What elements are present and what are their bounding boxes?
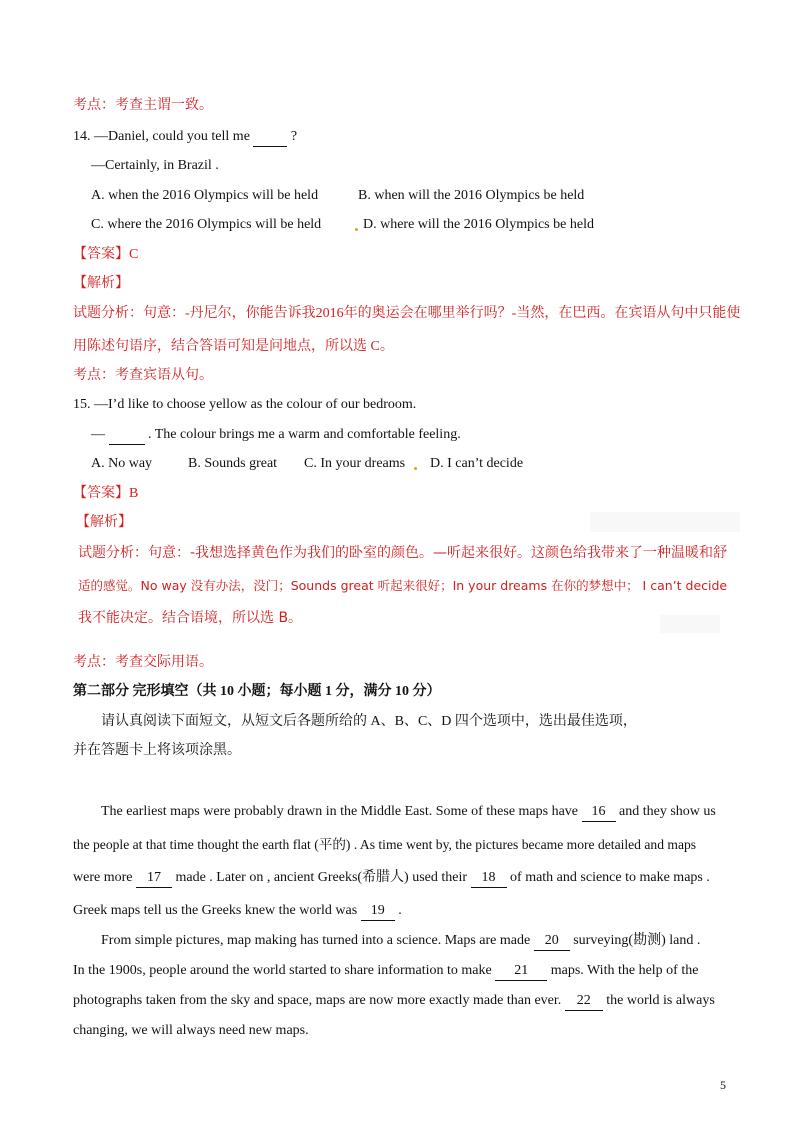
- text: In the 1900s, people around the world started to share information to make: [73, 963, 492, 978]
- part2-heading: 第二部分 完形填空（共 10 小题；每小题 1 分，满分 10 分）: [73, 684, 441, 699]
- text: From simple pictures, map making has turned into a science. Maps are made: [101, 933, 531, 948]
- text: The earliest maps were probably drawn in the Middle East. Some of these maps have: [101, 804, 579, 819]
- q15-option-d: D. I can’t decide: [430, 456, 524, 471]
- q14-reply: —Certainly, in Brazil .: [91, 158, 219, 173]
- q13-kaodian: 考点：考查主谓一致。: [73, 98, 213, 113]
- q15-analysis-line-2: 适的感觉。No way 没有办法，没门；Sounds great 听起来很好；In your dreams 在你的梦想中； I can’t decide: [78, 578, 728, 593]
- scan-shadow: [590, 512, 740, 532]
- q15-jiexi-heading: 【解析】: [76, 515, 132, 530]
- q15-kaodian: 考点：考查交际用语。: [73, 655, 213, 670]
- passage-p2-line-1: [101, 932, 700, 951]
- q15-option-b: B. Sounds great: [188, 456, 278, 471]
- q14-stem: [73, 128, 297, 147]
- q14-answer: 【答案】C: [73, 247, 139, 262]
- q14-option-c: C. where the 2016 Olympics will be held: [91, 217, 322, 232]
- q14-stem-text: 14. —Daniel, could you tell me: [73, 129, 250, 144]
- passage-p1-line-3: [73, 869, 710, 888]
- text: photographs taken from the sky and space, maps are now more exactly made than ever.: [73, 993, 562, 1008]
- q15-option-a: A. No way: [91, 456, 153, 471]
- text: the world is always: [606, 993, 715, 1008]
- text: .: [398, 903, 402, 918]
- text: and they show us: [619, 804, 716, 819]
- blank-19: 19: [361, 902, 395, 921]
- passage-p1-line-4: [73, 902, 402, 921]
- blank-21: 21: [495, 962, 547, 981]
- page-number: 5: [720, 1078, 726, 1092]
- part2-instruction-line-2: 并在答题卡上将该项涂黑。: [73, 743, 241, 758]
- blank-22: 22: [565, 992, 603, 1011]
- blank-20: 20: [534, 932, 570, 951]
- q14-blank: [253, 128, 287, 147]
- q14-option-a: A. when the 2016 Olympics will be held: [91, 188, 319, 203]
- q14-stem-end: ?: [290, 129, 298, 144]
- q14-kaodian: 考点：考查宾语从句。: [73, 368, 213, 383]
- decorative-dot: [355, 228, 358, 231]
- q15-reply-text: . The colour brings me a warm and comfortable feeling.: [148, 427, 461, 442]
- passage-p1-line-1: [101, 803, 716, 822]
- q14-option-d: D. where will the 2016 Olympics be held: [363, 217, 594, 232]
- q15-analysis-line-3: 我不能决定。结合语境，所以选 B。: [78, 610, 303, 626]
- q15-reply-dash: —: [91, 427, 105, 442]
- q14-analysis-line-2: 用陈述句语序，结合答语可知是问地点，所以选 C。: [73, 339, 394, 354]
- text: maps. With the help of the: [550, 963, 699, 978]
- passage-p2-line-2: [73, 962, 698, 981]
- blank-16: 16: [582, 803, 616, 822]
- scan-shadow: [660, 615, 720, 633]
- text: of math and science to make maps .: [510, 870, 710, 885]
- part2-instruction-line-1: 请认真阅读下面短文，从短文后各题所给的 A、B、C、D 四个选项中，选出最佳选项，: [101, 714, 637, 729]
- q15-answer: 【答案】B: [73, 486, 139, 501]
- decorative-dot: [414, 467, 417, 470]
- blank-18: 18: [471, 869, 507, 888]
- q15-reply: [91, 426, 461, 445]
- text: made . Later on , ancient Greeks(希腊人) used their: [175, 870, 468, 885]
- q14-jiexi-heading: 【解析】: [73, 276, 129, 291]
- passage-p2-line-4: changing, we will always need new maps.: [73, 1023, 309, 1038]
- passage-p2-line-3: [73, 992, 715, 1011]
- q14-option-b: B. when will the 2016 Olympics be held: [358, 188, 585, 203]
- q15-stem: 15. —I’d like to choose yellow as the colour of our bedroom.: [73, 397, 417, 412]
- passage-p1-line-2: the people at that time thought the earth flat (平的) . As time went by, the pictures became more detailed and maps: [73, 837, 697, 852]
- blank-17: 17: [136, 869, 172, 888]
- q15-blank: [109, 426, 145, 445]
- q15-analysis-line-1: 试题分析：句意：-我想选择黄色作为我们的卧室的颜色。—听起来很好。这颜色给我带来了一种温暖和舒: [78, 545, 728, 561]
- q15-option-c: C. In your dreams: [304, 456, 406, 471]
- text: Greek maps tell us the Greeks knew the world was: [73, 903, 358, 918]
- text: surveying(勘测) land .: [573, 933, 701, 948]
- text: were more: [73, 870, 133, 885]
- q14-analysis-line-1: 试题分析：句意：-丹尼尔，你能告诉我2016年的奥运会在哪里举行吗？-当然，在巴西。在宾语从句中只能使: [73, 306, 741, 321]
